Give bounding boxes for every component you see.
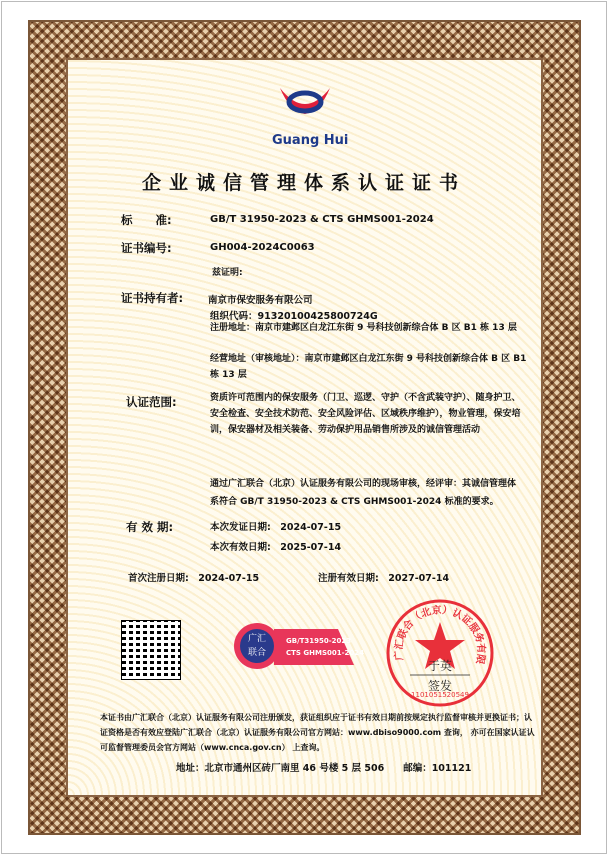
- svg-text:于英: 于英: [427, 659, 453, 673]
- holder-label: 证书持有者:: [121, 291, 184, 305]
- logo-brand: Guang Hui: [272, 133, 349, 148]
- badge-line2: CTS GHMS001-2024: [286, 649, 365, 657]
- scope-label: 认证范围:: [126, 395, 177, 409]
- expire-date: 本次有效日期: 2025-07-14: [210, 542, 342, 553]
- svg-text:广汇联合（北京）认证服务有限公司: 广汇联合（北京）认证服务有限: [393, 605, 487, 665]
- registration-valid-date: 注册有效日期: 2027-07-14: [318, 573, 450, 584]
- standard-label: 标 准:: [121, 213, 172, 227]
- standard-value: GB/T 31950-2023 & CTS GHMS001-2024: [210, 214, 434, 225]
- qr-code[interactable]: [121, 620, 181, 680]
- issuer-address: 地址：北京市通州区砖厂南里 46 号楼 5 层 506 邮编：101121: [176, 763, 472, 774]
- cert-no-label: 证书编号:: [121, 241, 172, 255]
- validity-label: 有 效 期:: [126, 520, 174, 534]
- cert-no-value: GH004-2024C0063: [210, 242, 315, 253]
- org-code: 组织代码：91320100425800724G: [210, 311, 378, 322]
- certification-badge: [234, 623, 364, 671]
- scope-value: 资质许可范围内的保安服务（门卫、巡逻、守护（不含武装守护）、随身护卫、安全检查、安全技术防范、安全风险评估、区域秩序维护），物业管理，保安培训，保安器材及相关装备、劳动保护用品销售所涉及的诚信管理活动: [210, 393, 521, 435]
- svg-text:1101051520549: 1101051520549: [411, 691, 469, 699]
- first-registration-date: 首次注册日期: 2024-07-15: [128, 573, 260, 584]
- footer-note: 本证书由广汇联合（北京）认证服务有限公司注册颁发，获证组织应于证书有效日期前按规定执行监督审核并更换证书；认证资格是否有效应登陆广汇联合（北京）认证服务有限公司官方网站：www.dbiso9000.com 查询， 亦可在国家认证认可监督管理委员会官方网站（www.cnca.gov.cn） 上查询。: [100, 713, 535, 752]
- statement: 通过广汇联合（北京）认证服务有限公司的现场审核，经评审：其诚信管理体系符合 GB/T 31950-2023 & CTS GHMS001-2024 标准的要求。: [210, 479, 517, 507]
- badge-mark: 广汇联合: [240, 629, 274, 663]
- operating-address: 经营地址（审核地址）：南京市建邺区白龙江东街 9 号科技创新综合体 B 区 B1 栋 13 层: [210, 354, 527, 380]
- hereby-text: 兹证明:: [212, 268, 243, 278]
- registered-address: 注册地址：南京市建邺区白龙江东街 9 号科技创新综合体 B 区 B1 栋 13 层: [210, 323, 517, 333]
- issue-date: 本次发证日期: 2024-07-15: [210, 522, 342, 533]
- certificate-title: 企业诚信管理体系认证证书: [141, 172, 466, 194]
- guanghui-logo: [270, 80, 340, 134]
- sign-label: 签发: [427, 679, 453, 693]
- official-seal: [385, 598, 495, 708]
- holder-name: 南京市保安服务有限公司: [208, 295, 313, 306]
- badge-line1: GB/T31950-2023: [286, 637, 352, 645]
